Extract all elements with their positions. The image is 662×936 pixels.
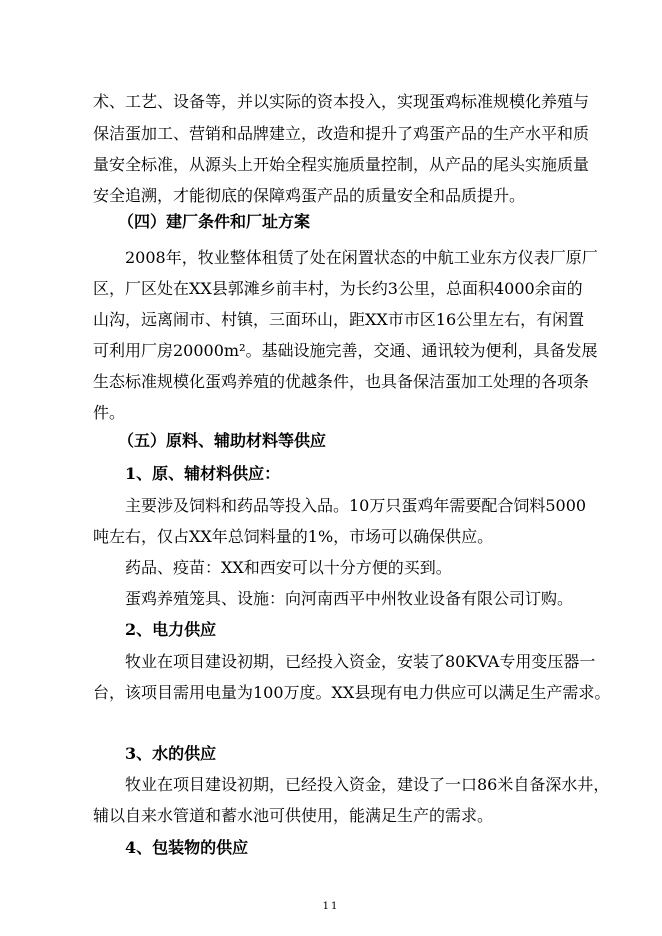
body-text-line: 件。	[93, 403, 126, 422]
subsection-heading: 3、水的供应	[125, 744, 217, 763]
subsection-heading: 2、电力供应	[125, 620, 217, 639]
body-text-line: 蛋鸡养殖笼具、设施：向河南西平中州牧业设备有限公司订购。	[125, 589, 574, 608]
section-heading: （五）原料、辅助材料等供应	[118, 431, 327, 450]
section-heading: （四）建厂条件和厂址方案	[118, 212, 311, 231]
body-text-line: 台，该项目需用电量为100万度。XX县现有电力供应可以满足生产需求。	[93, 683, 611, 702]
body-text-line: 主要涉及饲料和药品等投入品。10万只蛋鸡年需要配合饲料5000	[125, 496, 587, 515]
body-text-line: 辅以自来水管道和蓄水池可供使用，能满足生产的需求。	[93, 806, 494, 825]
body-text-line: 牧业在项目建设初期，已经投入资金，安装了80KVA专用变压器一	[125, 652, 596, 671]
body-text-line: 区，厂区处在XX县郭滩乡前丰村，为长约3公里，总面积4000余亩的	[93, 279, 583, 298]
body-text-line: 保洁蛋加工、营销和品牌建立，改造和提升了鸡蛋产品的生产水平和质	[93, 124, 590, 143]
subsection-heading: 1、原、辅材料供应：	[125, 464, 281, 483]
body-text-line: 吨左右，仅占XX年总饲料量的1%，市场可以确保供应。	[93, 527, 494, 546]
body-text-line: 量安全标准，从源头上开始全程实施质量控制，从产品的尾头实施质量	[93, 155, 590, 174]
body-text-line: 可利用厂房20000m²。基础设施完善，交通、通讯较为便利，具备发展	[93, 341, 598, 360]
body-text-line: 山沟，远离闹市、村镇，三面环山，距XX市市区16公里左右，有闲置	[93, 310, 585, 329]
body-text-line: 安全追溯，才能彻底的保障鸡蛋产品的质量安全和品质提升。	[93, 186, 526, 205]
body-text-line: 2008年，牧业整体租赁了处在闲置状态的中航工业东方仪表厂原厂	[125, 248, 598, 267]
body-text-line: 生态标准规模化蛋鸡养殖的优越条件，也具备保洁蛋加工处理的各项条	[93, 372, 590, 391]
body-text-line: 药品、疫苗：XX和西安可以十分方便的买到。	[125, 558, 452, 577]
page-number: 11	[322, 901, 340, 912]
subsection-heading: 4、包装物的供应	[125, 838, 249, 857]
body-text-line: 牧业在项目建设初期，已经投入资金，建设了一口86米自备深水井，	[125, 775, 610, 794]
body-text-line: 术、工艺、设备等，并以实际的资本投入，实现蛋鸡标准规模化养殖与	[93, 92, 590, 111]
